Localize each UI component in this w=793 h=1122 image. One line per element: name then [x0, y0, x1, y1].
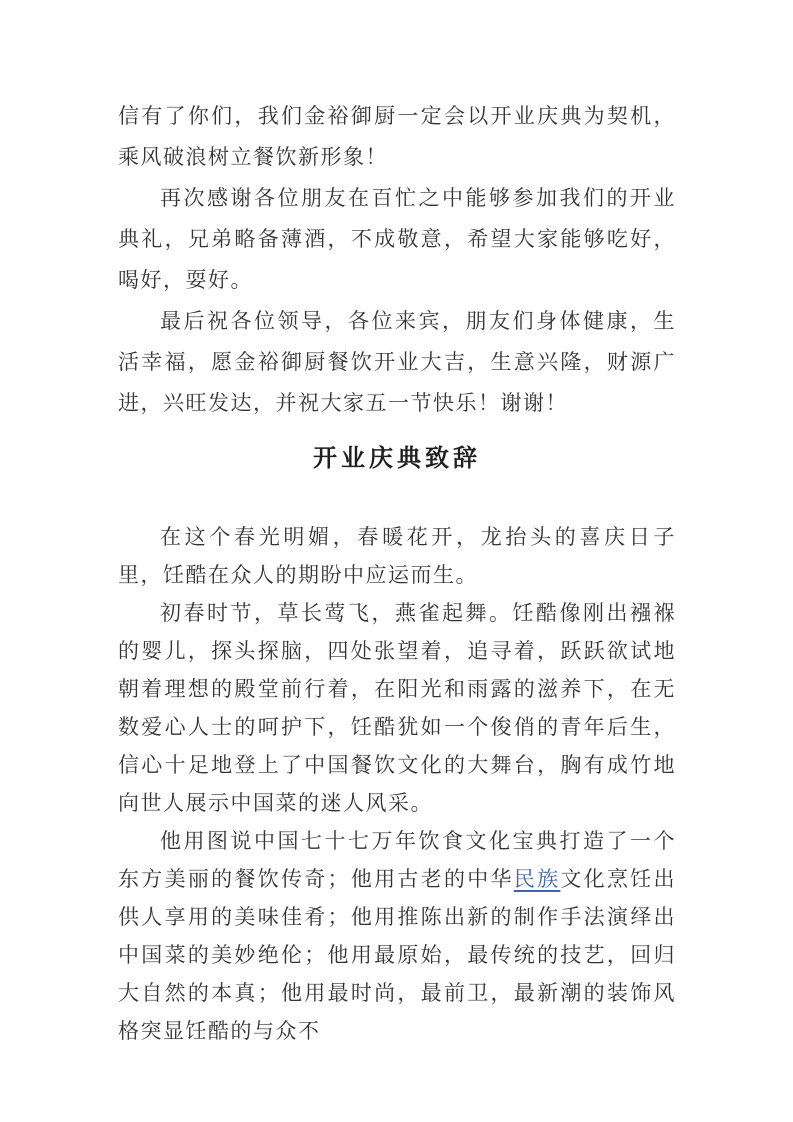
document-title: 开业庆典致辞	[313, 445, 481, 472]
section-opening-speech	[118, 518, 676, 1050]
paragraph-thanks: 再次感谢各位朋友在百忙之中能够参加我们的开业典礼，兄弟略备薄酒，不成敬意，希望大家能够吃好，喝好，耍好。	[118, 186, 676, 292]
paragraph-birth: 在这个春光明媚，春暖花开，龙抬头的喜庆日子里，饪酷在众人的期盼中应运而生。	[118, 525, 676, 587]
paragraph-wishes: 最后祝各位领导，各位来宾，朋友们身体健康，生活幸福，愿金裕御厨餐饮开业大吉，生意兴隆，财源广进，兴旺发达，并祝大家五一节快乐！谢谢！	[118, 309, 676, 415]
paragraph-growth: 初春时节，草长莺飞，燕雀起舞。饪酷像刚出襁褓的婴儿，探头探脑，四处张望着，追寻着，跃跃欲试地朝着理想的殿堂前行着，在阳光和雨露的滋养下，在无数爱心人士的呵护下，饪酷犹如一个俊俏的青年后生，信心十足地登上了中国餐饮文化的大舞台，胸有成竹地向世人展示中国菜的迷人风采。	[118, 601, 676, 815]
achievements-text-before-link: 他用图说中国七十七万年饮食文化宝典打造了一个东方美丽的餐饮传奇；他用古老的中华	[118, 829, 676, 891]
paragraph-new-image: 信有了你们，我们金裕御厨一定会以开业庆典为契机，乘风破浪树立餐饮新形象！	[118, 104, 676, 169]
section-previous-speech-ending	[118, 96, 676, 424]
paragraph-achievements	[118, 822, 676, 1050]
achievements-text-after-link: 文化烹饪出供人享用的美味佳肴；他用推陈出新的制作手法演绎出中国菜的美妙绝伦；他用最原始，最传统的技艺，回归大自然的本真；他用最时尚，最前卫，最新潮的装饰风格突显饪酷的与众不	[118, 867, 677, 1043]
minzu-hyperlink[interactable]: 民族	[513, 867, 561, 891]
